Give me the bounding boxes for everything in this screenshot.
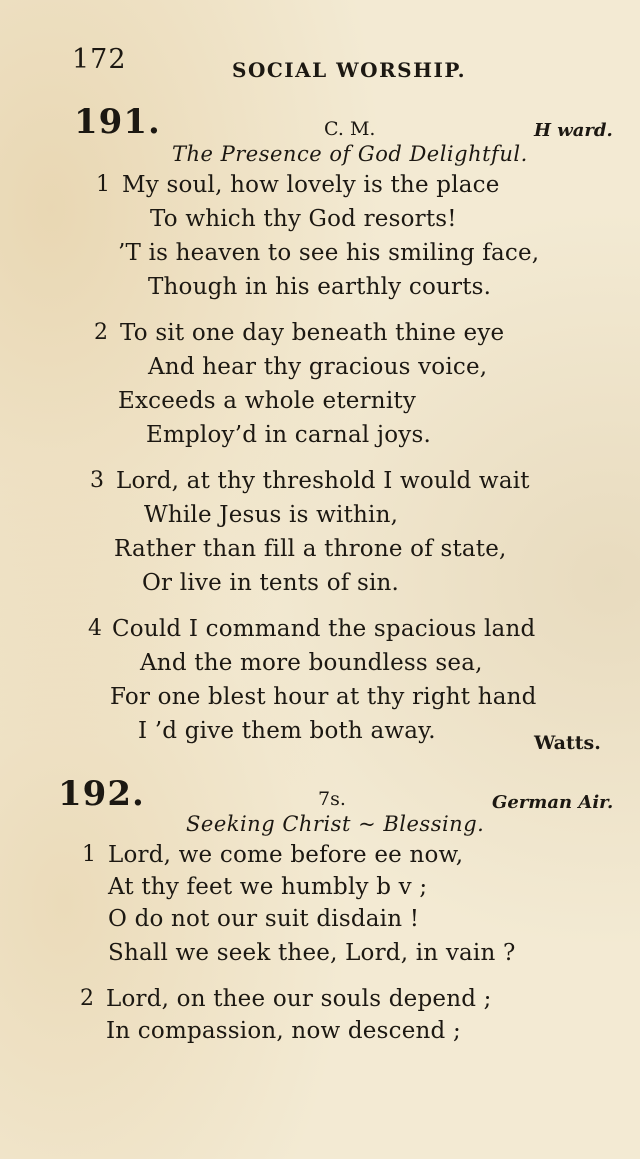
hymn-tune: German Air. xyxy=(492,792,614,813)
verse-line: In compassion, now descend ; xyxy=(106,1018,461,1044)
verse-line: Lord, at thy threshold I would wait xyxy=(116,468,530,494)
verse-line: O do not our suit disdain ! xyxy=(108,906,420,932)
verse-line: Could I command the spacious land xyxy=(112,616,536,642)
verse-line: To which thy God resorts! xyxy=(150,206,457,232)
hymn-number: 191. xyxy=(74,102,161,142)
verse-line: ’T is heaven to see his smiling face, xyxy=(118,240,540,266)
running-head: SOCIAL WORSHIP. xyxy=(232,58,467,82)
verse-number: 2 xyxy=(94,320,108,345)
verse-line: Employ’d in carnal joys. xyxy=(146,422,432,448)
verse-line: While Jesus is within, xyxy=(144,502,399,528)
verse-line: For one blest hour at thy right hand xyxy=(110,684,537,710)
verse-line: I ’d give them both away. xyxy=(138,718,436,744)
verse-line: Lord, we come before ee now, xyxy=(108,842,464,868)
verse-line: Rather than fill a throne of state, xyxy=(114,536,507,562)
hymn-number: 192. xyxy=(58,774,145,814)
verse-line: And hear thy gracious voice, xyxy=(148,354,488,380)
verse-line: Though in his earthly courts. xyxy=(148,274,492,300)
verse-number: 4 xyxy=(88,616,102,641)
hymn-author: Watts. xyxy=(534,732,601,754)
verse-line: My soul, how lovely is the place xyxy=(122,172,500,198)
verse-line: And the more boundless sea, xyxy=(140,650,483,676)
verse-number: 3 xyxy=(90,468,104,493)
verse-line: Lord, on thee our souls depend ; xyxy=(106,986,492,1012)
hymn-meter: C. M. xyxy=(324,118,376,140)
hymn-title: Seeking Christ ~ Blessing. xyxy=(186,812,485,836)
verse-line: At thy feet we humbly b v ; xyxy=(108,874,428,900)
verse-line: Exceeds a whole eternity xyxy=(118,388,417,414)
verse-number: 1 xyxy=(82,842,96,867)
verse-number: 2 xyxy=(80,986,94,1011)
verse-number: 1 xyxy=(96,172,110,197)
verse-line: To sit one day beneath thine eye xyxy=(120,320,505,346)
hymn-tune: H ward. xyxy=(534,120,613,141)
verse-line: Shall we seek thee, Lord, in vain ? xyxy=(108,940,516,966)
verse-line: Or live in tents of sin. xyxy=(142,570,400,596)
hymn-meter: 7s. xyxy=(318,788,346,810)
hymn-title: The Presence of God Delightful. xyxy=(172,142,528,166)
page-number: 172 xyxy=(72,44,127,75)
